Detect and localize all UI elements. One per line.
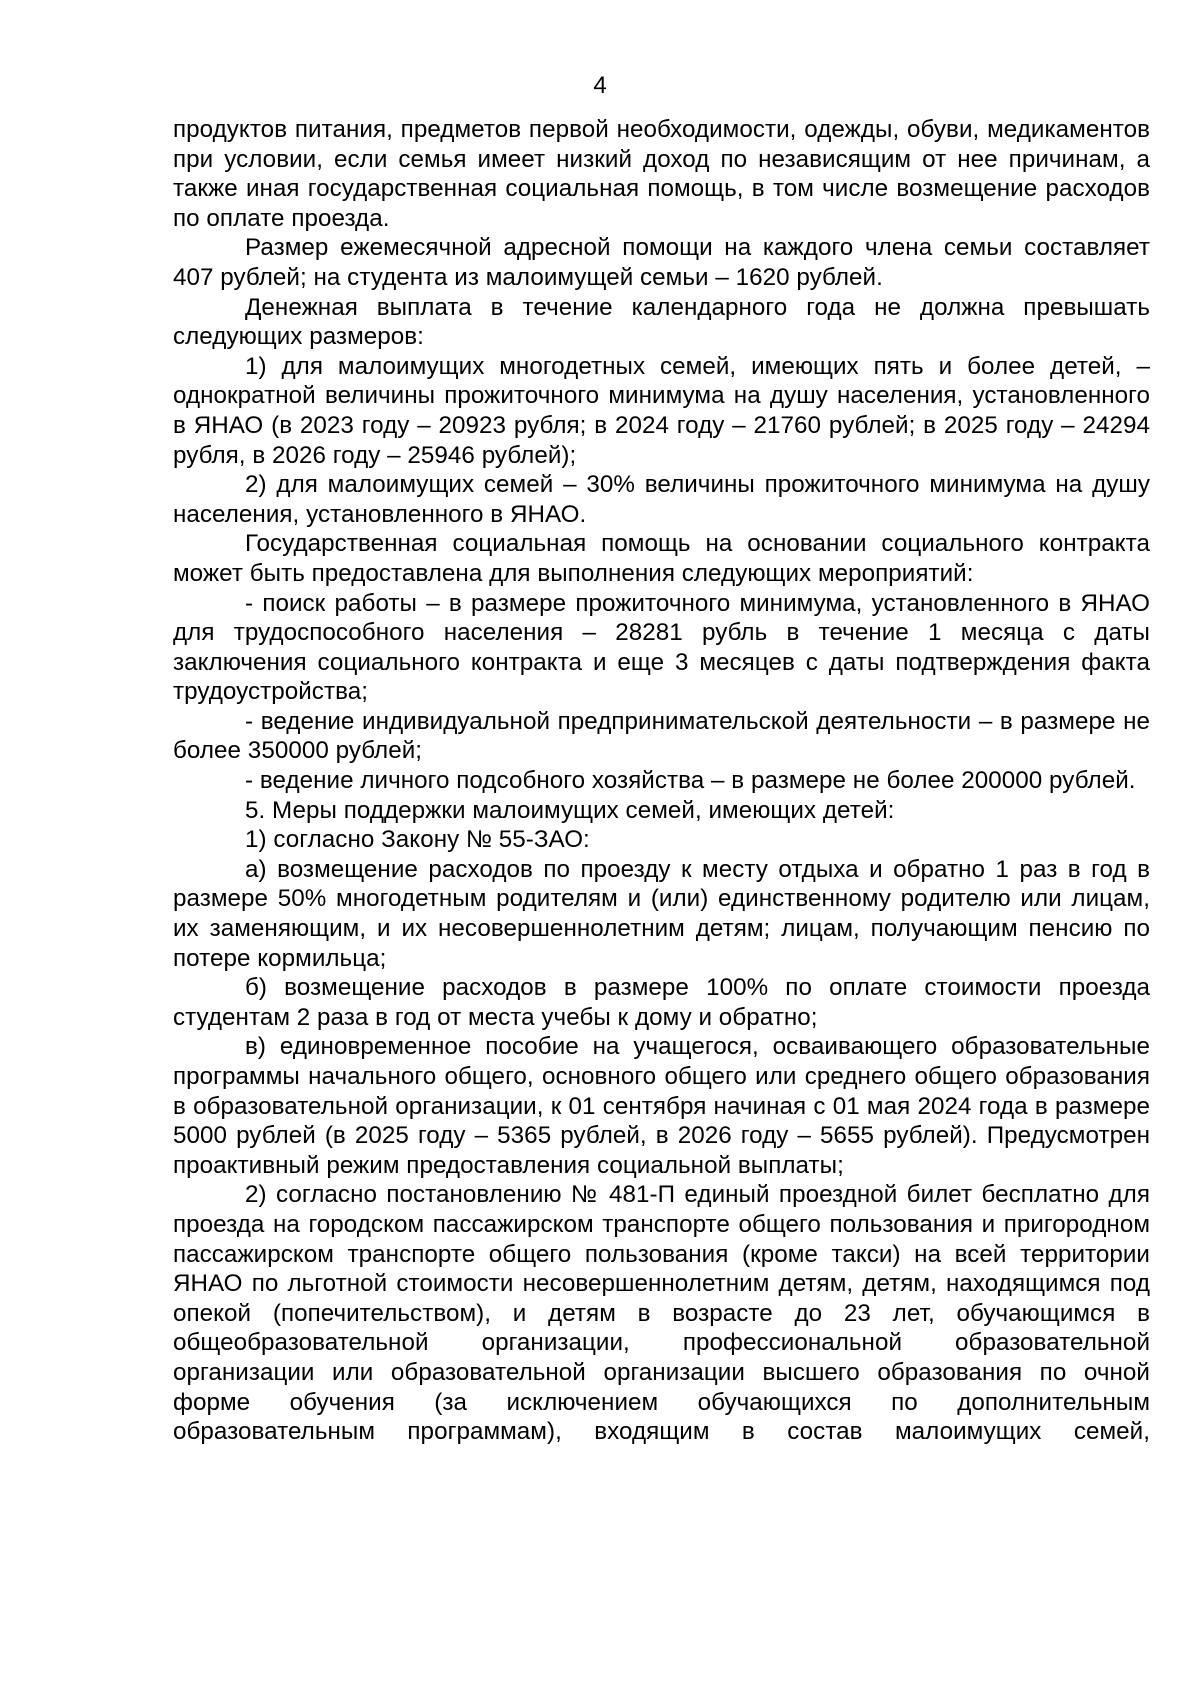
list-item-large-families-limit: 1) для малоимущих многодетных семей, имеющих пять и более детей, – однократной величины прожиточного минимума на душу населения, установленного в ЯНАО (в 2023 году – 20923 рубля; в 2024 году – 21760 рублей; в 2025 году – 24294 рубля, в 2026 году – 25946 рублей); [173, 352, 1150, 469]
document-body [173, 115, 1150, 1447]
list-item-student-travel: б) возмещение расходов в размере 100% по оплате стоимости проезда студентам 2 раза в год от места учебы к дому и обратно; [173, 974, 1150, 1031]
list-item-travel-reimbursement: а) возмещение расходов по проезду к месту отдыха и обратно 1 раз в год в размере 50% многодетным родителям и (или) единственному родителю или лицам, их заменяющим, и их несовершеннолетним детям; лицам, получающим пенсию по потере кормильца; [173, 855, 1150, 972]
paragraph-continued-goods: продуктов питания, предметов первой необходимости, одежды, обуви, медикаментов при условии, если семья имеет низкий доход по независящим от нее причинам, а также иная государственная социальная помощь, в том числе возмещение расходов по оплате проезда. [173, 116, 1150, 232]
list-item-job-search: - поиск работы – в размере прожиточного минимума, установленного в ЯНАО для трудоспособного населения – 28281 рубль в течение 1 месяца с даты заключения социального контракта и еще 3 месяцев с даты подтверждения факта трудоустройства; [173, 589, 1150, 706]
list-item-low-income-limit: 2) для малоимущих семей – 30% величины прожиточного минимума на душу населения, установленного в ЯНАО. [173, 471, 1150, 528]
list-item-entrepreneurship: - ведение индивидуальной предпринимательской деятельности – в размере не более 350000 рублей; [173, 707, 1150, 765]
paragraph-social-contract: Государственная социальная помощь на основании социального контракта может быть предоставлена для выполнения следующих мероприятий: [173, 530, 1150, 587]
section-heading-support-measures: 5. Меры поддержки малоимущих семей, имеющих детей: [245, 796, 895, 824]
list-item-household-farming: - ведение личного подсобного хозяйства – в размере не более 200000 рублей. [245, 767, 1136, 795]
paragraph-monthly-aid-amount: Размер ежемесячной адресной помощи на каждого члена семьи составляет 407 рублей; на студента из малоимущей семьи – 1620 рублей. [173, 234, 1150, 291]
page-number: 4 [593, 72, 607, 99]
paragraph-annual-payment-limit: Денежная выплата в течение календарного года не должна превышать следующих размеров: [173, 293, 1150, 351]
list-item-law-55-zao: 1) согласно Закону № 55-ЗАО: [245, 826, 590, 854]
list-item-transport-pass: 2) согласно постановлению № 481-П единый проездной билет бесплатно для проезда на городском пассажирском транспорте общего пользования и пригородном пассажирском транспорте общего пользования (кроме такси) на всей территории ЯНАО по льготной стоимости несовершеннолетним детям, детям, находящимся под опекой (попечительством), и детям в возрасте до 23 лет, обучающимся в общеобразовательной организации, профессиональной образовательной организации или образовательной организации высшего образования по очной форме обучения (за исключением обучающихся по дополнительным образовательным программам), входящим в состав малоимущих семей, [173, 1181, 1150, 1446]
list-item-school-allowance: в) единовременное пособие на учащегося, осваивающего образовательные программы начального общего, основного общего или среднего общего образования в образовательной организации, к 01 сентября начиная с 01 мая 2024 года в размере 5000 рублей (в 2025 году – 5365 рублей, в 2026 году – 5655 рублей). Предусмотрен проактивный режим предоставления социальной выплаты; [173, 1033, 1150, 1179]
